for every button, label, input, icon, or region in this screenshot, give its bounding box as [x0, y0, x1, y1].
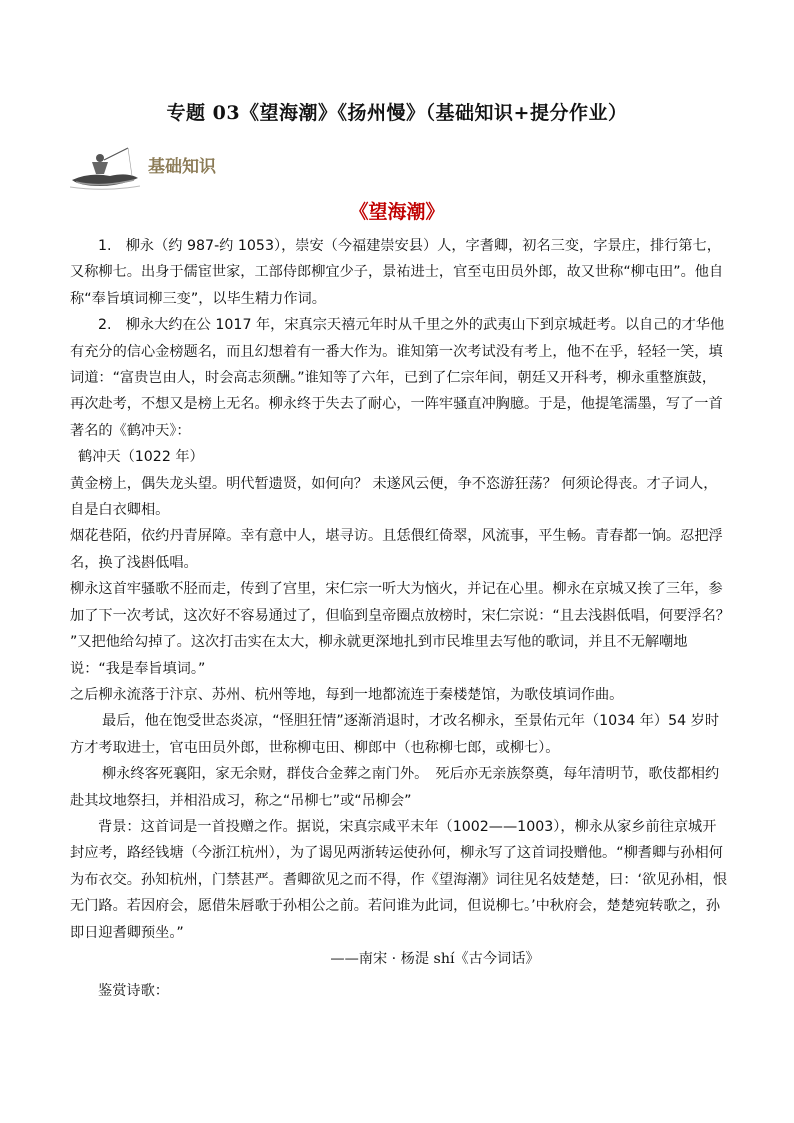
- poem-stanza-2: 烟花巷陌，依约丹青屏障。幸有意中人，堪寻访。且恁偎红倚翠，风流事，平生畅。青春都一饷。忍把浮名，换了浅斟低唱。: [70, 528, 723, 571]
- document-title: 专题 03《望海潮》《扬州慢》（基础知识+提分作业）: [166, 102, 628, 124]
- section-header: [70, 146, 270, 192]
- poem-heading: 鹤冲天（1022 年）: [78, 449, 204, 466]
- paragraph-4: 之后柳永流落于汴京、苏州、杭州等地，每到一地都流连于秦楼楚馆，为歌伎填词作曲。: [70, 686, 624, 703]
- fisherman-boat-icon: [70, 146, 140, 192]
- poem-title: 《望海潮》: [349, 201, 445, 223]
- paragraph-5: 最后，他在饱受世态炎凉，“怪胆狂情”逐渐消退时，才改名柳永，至景佑元年（1034 年）54 岁时方才考取进士，官屯田员外郎，世称柳屯田、柳郎中（也称柳七郎，或柳七）。: [70, 713, 720, 756]
- document-body: [70, 233, 730, 1005]
- citation-source: ——南宋 · 杨湜 shí《古今词话》: [330, 950, 540, 967]
- paragraph-6: 柳永终客死襄阳，家无余财，群伎合金葬之南门外。 死后亦无亲族祭奠，每年清明节，歌伎都相约赴其坟地祭扫，并相沿成习，称之“吊柳七”或“吊柳会”: [70, 766, 720, 809]
- poem-stanza-1: 黄金榜上，偶失龙头望。明代暂遗贤，如何向？ 未遂风云便，争不恣游狂荡？ 何须论得丧。才子词人，自是白衣卿相。: [70, 475, 718, 519]
- appreciation-heading: 鉴赏诗歌：: [98, 983, 169, 1000]
- background-paragraph: 背景：这首词是一首投赠之作。据说，宋真宗咸平末年（1002——1003），柳永从家乡前往京城开封应考，路经钱塘（今浙江杭州），为了谒见两浙转运使孙何，柳永写了这首词投赠他。“柳耆卿与孙相何为布衣交。孙知杭州，门禁甚严。耆卿欲见之而不得，作《望海潮》词往见名妓楚楚，曰：‘欲见孙相，恨无门路。若因府会，愿借朱唇歌于孙相公之前。若问谁为此词，但说柳七。’中秋府会，楚楚宛转歌之，孙即日迎耆卿预坐。”: [70, 818, 728, 941]
- paragraph-2: 2. 柳永大约在公 1017 年，宋真宗天禧元年时从千里之外的武夷山下到京城赶考。以自己的才华他有充分的信心金榜题名，而且幻想着有一番大作为。谁知第一次考试没有考上，他不在乎，轻轻一笑，填词道：“富贵岂由人，时会高志须酬。”谁知等了六年，已到了仁宗年间，朝廷又开科考，柳永重整旗鼓，再次赴考，不想又是榜上无名。柳永终于失去了耐心，一阵牢骚直冲胸臆。于是，他提笔濡墨，写了一首著名的《鹤冲天》：: [70, 317, 725, 439]
- paragraph-1: 1. 柳永（约 987-约 1053），崇安（今福建崇安县）人，字耆卿，初名三变，字景庄，排行第七，又称柳七。出身于儒宦世家，工部侍郎柳宜少子，景祐进士，官至屯田员外郎，故又世称“柳屯田”。他自称“奉旨填词柳三变”，以毕生精力作词。: [70, 238, 724, 307]
- paragraph-3: 柳永这首牢骚歌不胫而走，传到了宫里，宋仁宗一听大为恼火，并记在心里。柳永在京城又挨了三年，参加了下一次考试，这次好不容易通过了，但临到皇帝圈点放榜时，宋仁宗说：“且去浅斟低唱，何要浮名？ ”又把他给勾掉了。这次打击实在太大，柳永就更深地扎到市民堆里去写他的歌词，并且不无解嘲地说：“我是奉旨填词。”: [70, 581, 730, 677]
- section-label: 基础知识: [148, 157, 216, 177]
